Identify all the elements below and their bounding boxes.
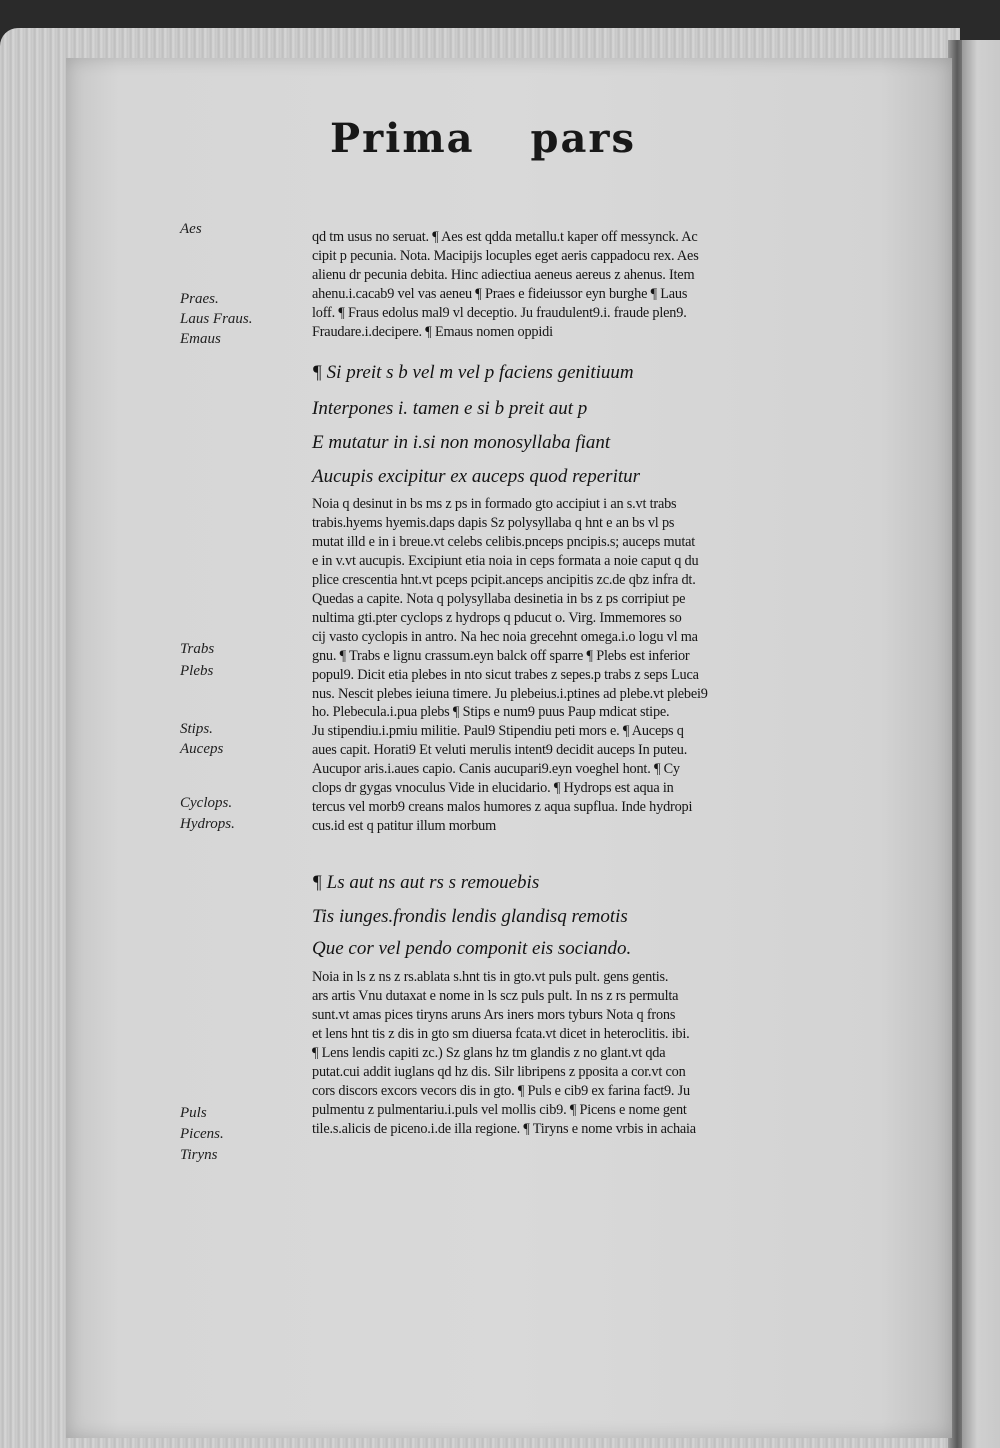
margin-note: Praes. (180, 291, 219, 307)
text-line: putat.cui addit iuglans qd hz dis. Silr libripens z pposita a cor.vt con (312, 1063, 686, 1080)
text-line: Aucupor aris.i.aues capio. Canis aucupari9.eyn voeghel hont. ¶ Cy (312, 761, 680, 778)
margin-note: Auceps (180, 741, 224, 757)
text-line: pulmentu z pulmentariu.i.puls vel mollis cib9. ¶ Picens e nome gent (312, 1101, 687, 1118)
text-line: gnu. ¶ Trabs e lignu crassum.eyn balck off sparre ¶ Plebs est inferior (312, 647, 690, 664)
text-line: tercus vel morb9 creans malos humores z aqua supflua. Inde hydropi (312, 799, 693, 816)
text-line: popul9. Dicit etia plebes in nto sicut trabes z sepes.p trabs z seps Luca (312, 666, 699, 683)
text-line: cij vasto cyclopis in antro. Na hec noia grecehnt omega.i.o logu vl ma (312, 628, 698, 645)
commentary-block-1 (312, 228, 884, 342)
verse-line: ¶ Si preit s b vel m vel p faciens genitiuum (312, 362, 634, 383)
text-line: ¶ Lens lendis capiti zc.) Sz glans hz tm glandis z no glant.vt qda (312, 1044, 666, 1061)
facing-page-edge (962, 40, 1000, 1448)
verse-line: Interpones i. tamen e si b preit aut p (312, 398, 588, 419)
text-line: aues capit. Horati9 Et veluti merulis intent9 decidit auceps In puteu. (312, 742, 688, 759)
text-line: trabis.hyems hyemis.daps dapis Sz polysyllaba q hnt e an bs vl ps (312, 514, 675, 531)
margin-note: Plebs (180, 663, 214, 679)
verse-line: Que cor vel pendo componit eis sociando. (312, 938, 632, 959)
text-line: Fraudare.i.decipere. ¶ Emaus nomen oppidi (312, 323, 553, 340)
text-line: clops dr gygas vnoculus Vide in elucidario. ¶ Hydrops est aqua in (312, 780, 674, 797)
verse-line: ¶ Ls aut ns aut rs s remouebis (312, 872, 540, 893)
margin-note: Puls (180, 1105, 207, 1121)
text-line: ars artis Vnu dutaxat e nome in ls scz puls pult. In ns z rs permulta (312, 987, 679, 1004)
margin-note: Picens. (180, 1126, 224, 1142)
margin-note: Tiryns (180, 1147, 218, 1163)
text-line: Noia in ls z ns z rs.ablata s.hnt tis in gto.vt puls pult. gens gentis. (312, 969, 669, 985)
text-line: nultima gti.pter cyclops z hydrops q pducut o. Virg. Immemores so (312, 609, 682, 626)
text-line: e in v.vt aucupis. Excipiunt etia noia in ceps formata a noie caput q du (312, 552, 699, 569)
text-line: loff. ¶ Fraus edolus mal9 vl deceptio. Ju fraudulent9.i. fraude plen9. (312, 304, 687, 321)
text-line: mutat illd e in i breue.vt celebs celibis.pnceps pncipis.s; auceps mutat (312, 533, 696, 550)
margin-note: Emaus (180, 331, 221, 347)
verse-line: Tis iunges.frondis lendis glandisq remotis (312, 906, 628, 927)
text-line: qd tm usus no seruat. ¶ Aes est qdda metallu.t kaper off messynck. Ac (312, 229, 698, 245)
margin-note: Hydrops. (180, 816, 235, 832)
text-line: Noia q desinut in bs ms z ps in formado gto accipiut i an s.vt trabs (312, 496, 677, 512)
text-line: ho. Plebecula.i.pua plebs ¶ Stips e num9 puus Paup mdicat stipe. (312, 704, 670, 721)
verse-line: Aucupis excipitur ex auceps quod reperitur (312, 466, 641, 487)
text-line: cus.id est q patitur illum morbum (312, 818, 497, 835)
text-line: cors discors excors vecors dis in gto. ¶ Puls e cib9 ex farina fact9. Ju (312, 1082, 690, 1099)
text-line: tile.s.alicis de piceno.i.de illa regione. ¶ Tiryns e nome vrbis in achaia (312, 1120, 696, 1137)
verse-line: E mutatur in i.si non monosyllaba fiant (312, 432, 611, 453)
margin-note: Trabs (180, 641, 215, 657)
commentary-block-2 (312, 495, 884, 836)
commentary-block-3 (312, 968, 884, 1139)
text-line: alienu dr pecunia debita. Hinc adiectiua aeneus aereus z ahenus. Item (312, 266, 695, 283)
page-title: Prima pars (330, 115, 636, 162)
margin-note: Aes (180, 221, 202, 237)
text-line: cipit p pecunia. Nota. Macipijs locuples eget aeris cappadocu rex. Aes (312, 247, 699, 264)
text-line: et lens hnt tis z dis in gto sm diuersa fcata.vt dicet in heteroclitis. ibi. (312, 1025, 690, 1042)
margin-note: Laus Fraus. (180, 311, 253, 327)
margin-note: Cyclops. (180, 795, 233, 811)
text-line: Quedas a capite. Nota q polysyllaba desinetia in bs z ps corripiut pe (312, 590, 686, 607)
text-line: sunt.vt amas pices tiryns aruns Ars iners mors tyburs Nota q frons (312, 1006, 676, 1023)
text-line: nus. Nescit plebes ieiuna timere. Ju plebeius.i.ptines ad plebe.vt plebei9 (312, 685, 708, 702)
margin-note: Stips. (180, 721, 213, 737)
text-line: plice crescentia hnt.vt pceps pcipit.anceps ancipitis zc.de qbz infra dt. (312, 571, 696, 588)
text-line: ahenu.i.cacab9 vel vas aeneu ¶ Praes e fideiussor eyn burghe ¶ Laus (312, 285, 688, 302)
text-line: Ju stipendiu.i.pmiu militie. Paul9 Stipendiu peti mors e. ¶ Auceps q (312, 723, 684, 740)
